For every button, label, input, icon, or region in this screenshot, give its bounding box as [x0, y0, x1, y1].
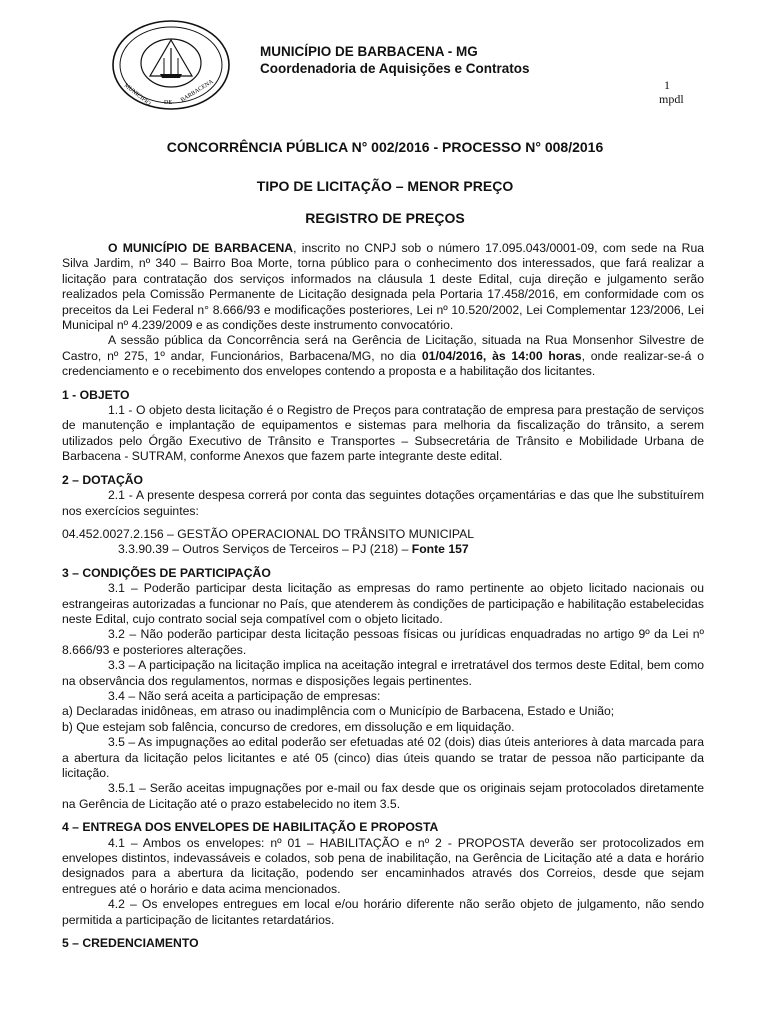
- municipal-seal-icon: [110, 18, 232, 112]
- intro-paragraph: [62, 241, 704, 333]
- section-4-2: 4.2 – Os envelopes entregues em local e/ou horário diferente não serão objeto de julgamento, não sendo permitida a participação de licitantes retardatários.: [62, 897, 704, 927]
- budget-line-2-text: 3.3.90.39 – Outros Serviços de Terceiros – PJ (218) –: [118, 542, 412, 557]
- section-4-title: 4 – ENTREGA DOS ENVELOPES DE HABILITAÇÃO E PROPOSTA: [62, 820, 439, 835]
- section-3-5: 3.5 – As impugnações ao edital poderão ser efetuadas até 02 (dois) dias úteis anteriores à data marcada para a abertura da licitação pelos licitantes e até 05 (cinco) dias úteis quando se tratar de pessoa não participante da licitação.: [62, 735, 704, 780]
- session-date: 01/04/2016, às 14:00 horas: [421, 348, 582, 363]
- intro-text: , inscrito no CNPJ sob o número 17.095.043/0001-09, com sede na Rua Silva Jardim, nº 340 – Bairro Boa Morte, torna público para o conhecimento dos interessados, que fará realizar a licitação para contratação dos serviços informados na cláusula 1 deste Edital, cuja direção e julgamento serão realizados pela Comissão Permanente de Licitação designada pela Portaria 17.458/2016, em conformidade com os preceitos da Lei Federal n° 8.666/93 e modificações posteriores, Lei nº 10.520/2002, Lei Complementar 123/2006, Lei Municipal nº 4.239/2009 e as condições deste instrumento convocatório.: [62, 241, 704, 333]
- section-3-5-1: 3.5.1 – Serão aceitas impugnações por e-mail ou fax desde que os originais sejam protocolados diretamente na Gerência de Licitação até o prazo estabelecido no item 3.5.: [62, 781, 704, 811]
- section-2-1: 2.1 - A presente despesa correrá por conta das seguintes dotações orçamentárias e das que lhe substituírem nos exercícios seguintes:: [62, 488, 704, 518]
- document-body: [62, 241, 704, 951]
- seal-text-left: MUNICIPIO: [122, 82, 152, 108]
- session-text-a: A sessão pública da Concorrência será na Gerência de Licitação, situada na Rua Monsenhor Silvestre de Castro, nº 275, 1º andar, Funcionários, Barbacena/MG, no dia: [62, 333, 704, 363]
- section-1-1: 1.1 - O objeto desta licitação é o Registro de Preços para contratação de empresa para prestação de serviços de manutenção e implantação de equipamentos e sistemas para melhoria da fiscalização do trânsito, a serem utilizados pelo Órgão Executivo de Trânsito e Transportes – Subsecretária de Trânsito e Mobilidade Urbana de Barbacena - SUTRAM, conforme Anexos que fazem parte integrante deste edital.: [62, 403, 704, 464]
- session-paragraph: [62, 333, 704, 379]
- document-title: CONCORRÊNCIA PÚBLICA N° 002/2016 - PROCESSO N° 008/2016: [166, 139, 604, 155]
- price-registry-title: REGISTRO DE PREÇOS: [305, 210, 465, 226]
- section-1-title: 1 - OBJETO: [62, 387, 130, 402]
- org-name: MUNICÍPIO DE BARBACENA - MG: [260, 44, 478, 59]
- page-tag: mpdl: [659, 92, 684, 106]
- section-3-2: 3.2 – Não poderão participar desta licitação pessoas físicas ou jurídicas enquadradas no artigo 9º da Lei nº 8.666/93 e posteriores alterações.: [62, 627, 704, 657]
- budget-line-2: [62, 542, 704, 557]
- seal-text-right: BARBACENA: [179, 78, 215, 104]
- department-name: Coordenadoria de Aquisições e Contratos: [260, 61, 530, 76]
- section-5-title: 5 – CREDENCIAMENTO: [62, 936, 199, 951]
- page-number: 1: [664, 78, 670, 92]
- section-4-1: 4.1 – Ambos os envelopes: nº 01 – HABILITAÇÃO e nº 2 - PROPOSTA deverão ser protocolizados em envelopes distintos, indevassáveis e colados, sob pena de inabilitação, na Gerência de Licitação até a data e horário designados para a abertura da licitação, podendo ser encaminhados através dos Correios, desde que sejam entregues até o horário e data acima mencionados.: [62, 835, 704, 896]
- budget-source: Fonte 157: [411, 542, 469, 557]
- session-text-c: , onde realizar-se-á o credenciamento e o recebimento dos envelopes contendo a proposta e a habilitação dos licitantes.: [62, 348, 704, 379]
- intro-bold-lead: O MUNICÍPIO DE BARBACENA: [108, 241, 294, 255]
- section-3-4-a: a) Declaradas inidôneas, em atraso ou inadimplência com o Município de Barbacena, Estado e União;: [62, 704, 615, 719]
- section-3-title: 3 – CONDIÇÕES DE PARTICIPAÇÃO: [62, 565, 271, 580]
- section-2-title: 2 – DOTAÇÃO: [62, 472, 144, 487]
- budget-line-1: 04.452.0027.2.156 – GESTÃO OPERACIONAL DO TRÂNSITO MUNICIPAL: [62, 526, 475, 541]
- section-3-1: 3.1 – Poderão participar desta licitação as empresas do ramo pertinente ao objeto licitado nacionais ou estrangeiras autorizadas a funcionar no País, que atenderem às condições de participação e habilitação estabelecidas neste Edital, cujo contrato social seja compatível com o objeto licitado.: [62, 581, 704, 626]
- bid-type-title: TIPO DE LICITAÇÃO – MENOR PREÇO: [256, 178, 514, 194]
- section-3-4-b: b) Que estejam sob falência, concurso de credores, em dissolução e em liquidação.: [62, 719, 515, 734]
- section-3-4: 3.4 – Não será aceita a participação de empresas:: [108, 688, 381, 703]
- seal-text-mid: DE: [164, 100, 172, 106]
- section-3-3: 3.3 – A participação na licitação implica na aceitação integral e irretratável dos termos deste Edital, bem como na observância dos regulamentos, normas e disposições legais pertinentes.: [62, 658, 704, 688]
